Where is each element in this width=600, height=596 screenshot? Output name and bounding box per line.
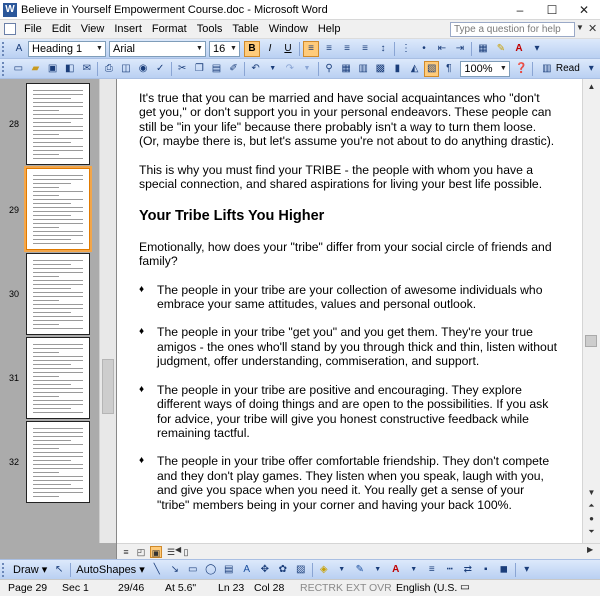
arrow-style-icon[interactable]: ⇄ xyxy=(463,564,472,575)
vertical-scroll-thumb[interactable] xyxy=(585,335,597,347)
menu-tools[interactable]: Tools xyxy=(196,23,223,35)
format-painter-icon[interactable]: ✐ xyxy=(229,63,238,74)
toolbar-separator xyxy=(312,563,313,577)
decrease-indent-icon[interactable]: ⇤ xyxy=(437,43,447,54)
shadow-style-icon[interactable]: ▪ xyxy=(483,564,488,575)
draw-menu-button[interactable]: Draw ▾ xyxy=(13,564,48,576)
print-preview-icon[interactable]: ◫ xyxy=(121,63,131,74)
bold-button[interactable]: B xyxy=(244,41,260,57)
bullet-item[interactable] xyxy=(139,325,559,368)
window-controls xyxy=(504,0,600,20)
columns-icon[interactable]: ▮ xyxy=(394,63,401,74)
page-thumbnail[interactable] xyxy=(26,337,90,419)
align-right-icon[interactable]: ≡ xyxy=(344,43,350,54)
new-document-icon[interactable]: ▭ xyxy=(13,63,24,74)
research-icon[interactable]: ◉ xyxy=(138,63,148,74)
paragraph[interactable]: This is why you must find your TRIBE - the people with whom you have a special connection, and shared aspirations for living your best life possible. xyxy=(139,162,543,192)
menu-format[interactable]: Format xyxy=(151,23,187,35)
maximize-button[interactable]: ☐ xyxy=(546,3,558,17)
status-position: At 5.6" xyxy=(165,582,197,594)
close-button[interactable]: ✕ xyxy=(578,3,590,17)
bullet-item[interactable] xyxy=(139,283,559,312)
status-ovr[interactable]: OVR xyxy=(369,582,392,594)
paste-icon[interactable]: ▤ xyxy=(211,63,222,74)
menu-insert[interactable]: Insert xyxy=(114,23,142,35)
toolbar-grip[interactable] xyxy=(2,62,7,76)
3d-style-icon[interactable]: ◼ xyxy=(499,564,508,575)
font-size-value: 16 xyxy=(213,42,226,55)
menu-view[interactable]: View xyxy=(80,23,105,35)
autoshapes-menu-button[interactable]: AutoShapes ▾ xyxy=(76,564,145,576)
document-map-icon[interactable]: ▧ xyxy=(424,61,439,77)
toolbar-separator xyxy=(244,62,245,76)
minimize-button[interactable]: – xyxy=(516,3,524,17)
bullet-text[interactable]: The people in your tribe are your collection of awesome individuals who embrace your same attitudes, values and personal outlook. xyxy=(157,282,543,312)
highlight-icon[interactable]: ✎ xyxy=(496,43,506,54)
toolbar-grip[interactable] xyxy=(2,42,7,56)
bullet-text[interactable]: The people in your tribe are positive and encouraging. They explore different ways of doing things and are open to the possibilities. If you ask for advice, your tribe will give you honest constructive feedback while remaining tactful. xyxy=(157,382,549,440)
dash-style-icon[interactable]: ┅ xyxy=(446,564,453,575)
diagram-icon[interactable]: ✥ xyxy=(260,564,269,575)
status-ext[interactable]: EXT xyxy=(346,582,367,594)
underline-button[interactable]: U xyxy=(284,43,292,54)
justify-icon[interactable]: ≡ xyxy=(362,43,368,54)
spelling-status-icon[interactable]: ▭ xyxy=(460,581,470,593)
arrow-icon[interactable]: ↘ xyxy=(170,564,179,575)
document-page[interactable] xyxy=(117,79,582,543)
menu-window[interactable]: Window xyxy=(268,23,308,35)
title-bar xyxy=(0,0,600,20)
toolbar-separator xyxy=(471,42,472,56)
font-dropdown[interactable] xyxy=(109,41,206,57)
autoshapes-label: AutoShapes xyxy=(76,564,137,576)
toolbar-separator xyxy=(318,62,319,76)
redo-dropdown-icon[interactable]: ▼ xyxy=(303,65,311,72)
open-folder-icon[interactable]: ▰ xyxy=(31,63,40,74)
diamond-bullet-icon: ♦ xyxy=(139,455,145,467)
show-hide-icon[interactable]: ¶ xyxy=(446,63,452,74)
standard-toolbar xyxy=(0,59,600,79)
rectangle-icon[interactable]: ▭ xyxy=(188,564,198,575)
font-color-dropdown-icon[interactable]: ▼ xyxy=(410,566,418,573)
help-dropdown-icon[interactable]: ▼ xyxy=(576,23,584,32)
section-heading[interactable]: Your Tribe Lifts You Higher xyxy=(139,208,325,225)
formatting-toolbar xyxy=(0,39,600,59)
read-icon: ▥ xyxy=(542,63,552,74)
line-spacing-icon[interactable]: ↕ xyxy=(380,43,386,54)
menu-help[interactable]: Help xyxy=(317,23,341,35)
thumbnails-pane-footer xyxy=(0,543,117,559)
horizontal-scroll-track[interactable] xyxy=(183,547,575,557)
next-page-icon[interactable]: ⏷ xyxy=(588,527,595,536)
status-page: Page 29 xyxy=(8,582,48,594)
toolbar-grip[interactable] xyxy=(2,563,7,577)
normal-view-icon[interactable]: ≡ xyxy=(123,546,129,557)
cut-icon[interactable]: ✂ xyxy=(178,63,187,74)
increase-indent-icon[interactable]: ⇥ xyxy=(455,43,465,54)
toolbar-separator xyxy=(70,563,71,577)
numbering-icon[interactable]: ⋮ xyxy=(401,43,411,54)
select-objects-icon[interactable]: ↖ xyxy=(55,564,64,575)
permission-icon[interactable]: ◧ xyxy=(64,63,75,74)
insert-excel-icon[interactable]: ▩ xyxy=(375,63,386,74)
spelling-icon[interactable]: ✓ xyxy=(156,63,165,74)
diamond-bullet-icon: ♦ xyxy=(139,326,145,338)
read-label: Read xyxy=(555,63,580,74)
help-icon[interactable]: ❓ xyxy=(515,63,528,74)
toolbar-separator xyxy=(171,62,172,76)
font-color-icon[interactable]: A xyxy=(392,564,400,575)
toolbar-separator xyxy=(97,62,98,76)
status-section: Sec 1 xyxy=(62,582,89,594)
scroll-down-icon[interactable]: ▼ xyxy=(587,488,596,497)
status-page-count: 29/46 xyxy=(118,582,145,594)
status-column: Col 28 xyxy=(254,582,285,594)
menu-file[interactable]: File xyxy=(24,23,42,35)
clip-art-icon[interactable]: ✿ xyxy=(278,564,287,575)
line-color-dropdown-icon[interactable]: ▼ xyxy=(374,566,382,573)
help-search-input[interactable]: Type a question for help xyxy=(450,22,575,37)
chevron-down-icon[interactable]: ▼ xyxy=(499,64,507,72)
thumbnails-scrollbar[interactable] xyxy=(99,79,116,543)
document-close-icon[interactable]: ✕ xyxy=(588,23,598,35)
style-value: Heading 1 xyxy=(32,42,83,55)
thumbnail-page-number: 28 xyxy=(8,119,19,129)
thumbnails-pane xyxy=(0,79,117,543)
print-icon[interactable]: ⎙ xyxy=(104,63,113,74)
tables-borders-icon[interactable]: ▦ xyxy=(341,63,351,74)
fill-color-icon[interactable]: ◈ xyxy=(319,564,328,575)
line-style-icon[interactable]: ≡ xyxy=(428,564,435,575)
thumbnail-page-number: 29 xyxy=(8,205,19,215)
horizontal-scrollbar[interactable] xyxy=(117,543,600,559)
redo-icon[interactable]: ↷ xyxy=(285,63,295,74)
chevron-down-icon[interactable]: ▼ xyxy=(96,44,103,52)
window-title: Believe in Yourself Empowerment Course.doc - Microsoft Word xyxy=(21,3,328,16)
italic-button[interactable]: I xyxy=(268,43,272,54)
menu-edit[interactable]: Edit xyxy=(51,23,71,35)
bullet-text[interactable]: The people in your tribe "get you" and you get them. They're your true amigos - the ones who'll stand by you through thick and thin, listen without judgment, offer understanding, commiseration, and support. xyxy=(157,325,558,369)
align-left-icon[interactable]: ≡ xyxy=(303,41,319,57)
document-body[interactable] xyxy=(139,91,559,526)
menu-bar xyxy=(0,20,600,39)
save-icon[interactable]: ▣ xyxy=(47,63,58,74)
status-rec[interactable]: REC xyxy=(300,582,323,594)
bullet-text[interactable]: The people in your tribe offer comfortable friendship. They don't compete and they don't play games. They listen when you speak, laugh with you, and give you space when you need it. You really get a sense of your "tribe" members being in your corner and having your back 100%. xyxy=(157,454,550,512)
page-thumbnail[interactable] xyxy=(26,421,90,503)
diamond-bullet-icon: ♦ xyxy=(139,383,145,395)
chevron-down-icon[interactable]: ▼ xyxy=(230,44,237,52)
hyperlink-icon[interactable]: ⚲ xyxy=(325,63,333,74)
undo-dropdown-icon[interactable]: ▼ xyxy=(269,65,277,72)
toolbar-separator xyxy=(299,42,300,56)
insert-table-icon[interactable]: ▥ xyxy=(358,63,368,74)
scroll-up-icon[interactable]: ▲ xyxy=(587,82,596,91)
bullets-icon[interactable]: • xyxy=(422,43,426,54)
page-thumbnail[interactable] xyxy=(26,253,90,335)
bullet-item[interactable] xyxy=(139,454,559,512)
line-color-icon[interactable]: ✎ xyxy=(355,564,364,575)
wordart-icon[interactable]: A xyxy=(243,564,251,575)
read-button[interactable] xyxy=(535,61,583,77)
font-size-dropdown[interactable] xyxy=(209,41,240,57)
drawing-toolbar xyxy=(0,559,600,579)
thumbnail-page-number: 32 xyxy=(8,457,19,467)
thumbnail-page-number: 31 xyxy=(8,373,19,383)
web-layout-icon[interactable]: ◰ xyxy=(136,546,146,557)
reading-layout-icon[interactable]: ▯ xyxy=(183,546,189,557)
status-language: English (U.S. xyxy=(396,582,458,594)
style-dropdown[interactable] xyxy=(28,41,106,57)
chevron-down-icon[interactable]: ▼ xyxy=(196,44,203,52)
thumbnails-scroll-thumb[interactable] xyxy=(102,359,114,414)
font-value: Arial xyxy=(113,42,136,55)
align-center-icon[interactable]: ≡ xyxy=(326,43,332,54)
zoom-value: 100% xyxy=(464,62,493,75)
line-icon[interactable]: ╲ xyxy=(153,564,160,575)
email-icon[interactable]: ✉ xyxy=(82,63,92,74)
menu-table[interactable]: Table xyxy=(232,23,259,35)
font-color-icon[interactable]: A xyxy=(515,43,523,54)
text-box-icon[interactable]: ▤ xyxy=(224,564,234,575)
paragraph[interactable]: It's true that you can be married and have social acquaintances who "don't get you," or don't support you in your personal endeavors. These people can still be "in your life" because there probably isn't a way to turn them loose. (Or, maybe there is, but let's assume you're not about to do anything drastic). xyxy=(139,91,555,149)
drawing-icon[interactable]: ◭ xyxy=(410,63,419,74)
draw-label: Draw xyxy=(13,564,39,576)
scroll-left-icon[interactable]: ◀ xyxy=(175,545,182,554)
zoom-dropdown[interactable] xyxy=(460,61,509,77)
paragraph[interactable]: Emotionally, how does your "tribe" differ from your social circle of friends and family? xyxy=(139,239,552,269)
oval-icon[interactable]: ◯ xyxy=(205,564,217,575)
toolbar-separator xyxy=(532,62,533,76)
thumbnail-page-number: 30 xyxy=(8,289,19,299)
scroll-right-icon[interactable]: ▶ xyxy=(587,545,594,554)
fill-dropdown-icon[interactable]: ▼ xyxy=(338,566,346,573)
diamond-bullet-icon: ♦ xyxy=(139,283,145,295)
status-bar xyxy=(0,579,600,596)
page-thumbnail[interactable] xyxy=(26,83,90,165)
copy-icon[interactable]: ❐ xyxy=(194,63,204,74)
toolbar-options-icon[interactable]: ▾ xyxy=(588,63,594,74)
borders-icon[interactable]: ▦ xyxy=(478,43,488,54)
vertical-scrollbar[interactable] xyxy=(582,79,600,543)
browse-object-icon[interactable]: ● xyxy=(589,514,594,523)
status-line: Ln 23 xyxy=(218,582,245,594)
page-thumbnail-selected[interactable] xyxy=(26,168,90,250)
picture-icon[interactable]: ▨ xyxy=(296,564,306,575)
bullet-item[interactable] xyxy=(139,383,559,441)
word-app-icon[interactable]: W xyxy=(3,3,17,17)
styles-pane-icon[interactable]: A xyxy=(15,43,23,54)
toolbar-options-icon[interactable]: ▾ xyxy=(524,564,530,575)
print-layout-icon[interactable]: ▣ xyxy=(151,547,161,558)
document-icon[interactable] xyxy=(4,23,16,35)
previous-page-icon[interactable]: ⏶ xyxy=(588,501,595,510)
undo-icon[interactable]: ↶ xyxy=(251,63,260,74)
outline-view-icon[interactable]: ☰ xyxy=(166,546,176,557)
toolbar-options-icon[interactable]: ▾ xyxy=(534,43,540,54)
toolbar-separator xyxy=(515,563,516,577)
status-trk[interactable]: TRK xyxy=(322,582,343,594)
toolbar-separator xyxy=(394,42,395,56)
